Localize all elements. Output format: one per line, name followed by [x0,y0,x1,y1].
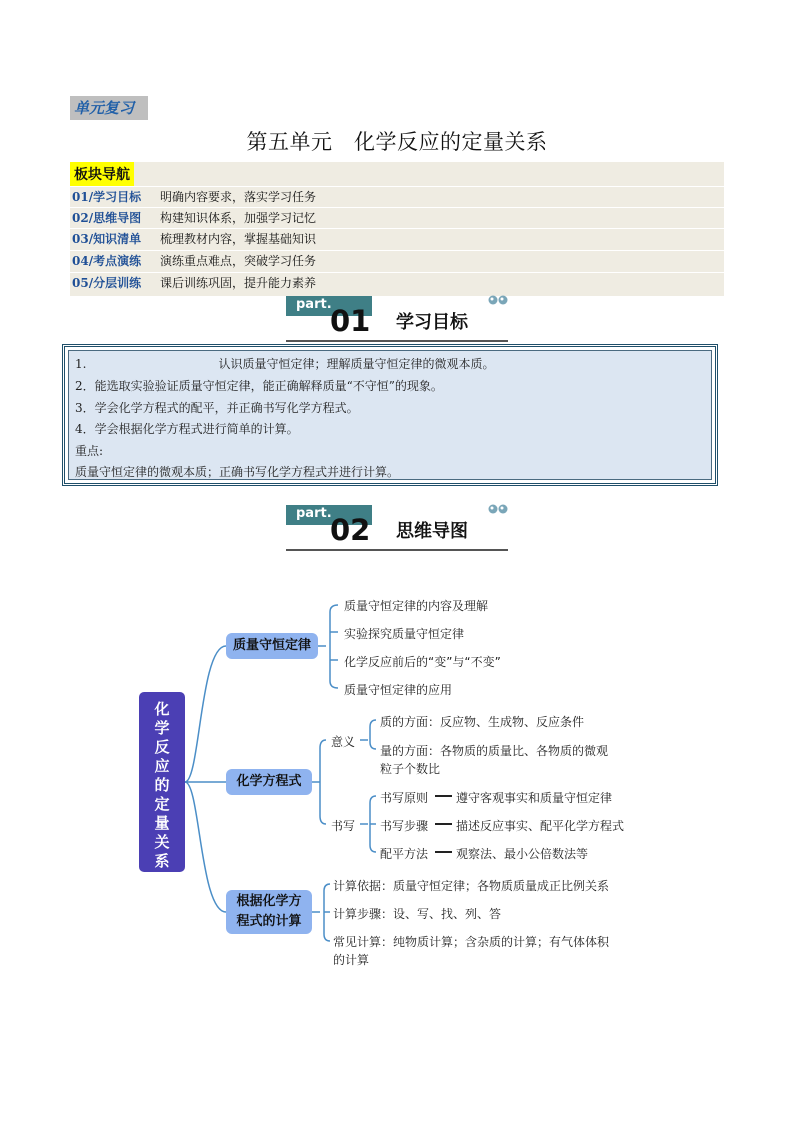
part-number: 02 [330,513,371,547]
goal-line-1: 1. 认识质量守恒定律；理解质量守恒定律的微观本质。 [75,357,495,371]
part-label: 思维导图 [396,521,468,542]
nav-item-desc: 明确内容要求，落实学习任务 [160,190,317,204]
page-title: 第五单元 化学反应的定量关系 [246,130,548,154]
section-nav-heading: 板块导航 [70,162,134,186]
leaf-text: 化学反应前后的“变”与“不变” [344,655,501,669]
key-points-text: 质量守恒定律的微观本质；正确书写化学方程式并进行计算。 [75,465,400,479]
leaf-text: 常见计算：纯物质计算；含杂质的计算；有气体体积 [333,935,610,949]
branch-label-line: 根据化学方 [236,894,302,909]
leaf-name: 配平方法 [380,847,429,861]
part-number: 01 [330,304,371,338]
part-badge-text: part. [296,506,332,521]
root-char: 关 [154,833,170,851]
nav-item-desc: 梳理教材内容，掌握基础知识 [160,232,317,246]
leaf-text: 质的方面：反应物、生成物、反应条件 [380,715,585,729]
sub-branch-writing: 书写 [331,819,356,833]
nav-item-code: 02/思维导图 [72,211,142,225]
part-label: 学习目标 [396,312,468,333]
leaf-text: 质量守恒定律的内容及理解 [344,599,489,613]
root-char: 化 [154,700,170,718]
mindmap-root-node [139,692,185,872]
goal-line-3: 3．学会化学方程式的配平，并正确书写化学方程式。 [75,401,359,415]
goal-line-2: 2．能选取实验验证质量守恒定律，能正确解释质量“不守恒”的现象。 [75,379,443,393]
nav-item-desc: 构建知识体系，加强学习记忆 [160,211,317,225]
part-badge-text: part. [296,297,332,312]
branch-chemical-equation: 化学方程式 [226,769,312,795]
leaf-text: 遵守客观事实和质量守恒定律 [456,791,613,805]
leaf-text: 的计算 [333,953,370,967]
leaf-text: 量的方面：各物质的质量比、各物质的微观 [380,744,609,758]
root-char: 量 [154,814,170,832]
root-char: 定 [154,795,170,813]
leaf-text: 计算依据：质量守恒定律；各物质质量成正比例关系 [333,879,610,893]
goal-line-4: 4．学会根据化学方程式进行简单的计算。 [75,422,299,436]
key-points-label: 重点: [75,444,104,458]
branch-conservation-law: 质量守恒定律 [226,633,318,659]
leaf-text: 计算步骤：设、写、找、列、答 [333,907,502,921]
branch-label-line: 程式的计算 [236,914,302,929]
root-char: 系 [154,852,170,870]
nav-item-code: 05/分层训练 [72,276,142,290]
leaf-name: 书写步骤 [380,819,429,833]
root-char: 反 [154,738,170,756]
leaf-text: 粒子个数比 [380,762,441,776]
nav-item-desc: 演练重点难点，突破学习任务 [160,254,317,268]
leaf-text: 实验探究质量守恒定律 [344,627,465,641]
nav-item-code: 04/考点演练 [72,254,142,268]
unit-review-tag: 单元复习 [70,96,148,120]
root-char: 的 [154,776,170,794]
nav-item-code: 01/学习目标 [72,190,142,204]
nav-item-code: 03/知识清单 [72,232,142,246]
leaf-text: 描述反应事实、配平化学方程式 [456,819,625,833]
leaf-text: 质量守恒定律的应用 [344,683,453,697]
sub-branch-meaning: 意义 [331,735,356,749]
leaf-name: 书写原则 [380,791,429,805]
branch-equation-calculation [226,890,312,934]
nav-item-desc: 课后训练巩固，提升能力素养 [160,276,317,290]
root-char: 应 [154,757,170,775]
leaf-text: 观察法、最小公倍数法等 [456,847,589,861]
root-char: 学 [154,719,170,737]
